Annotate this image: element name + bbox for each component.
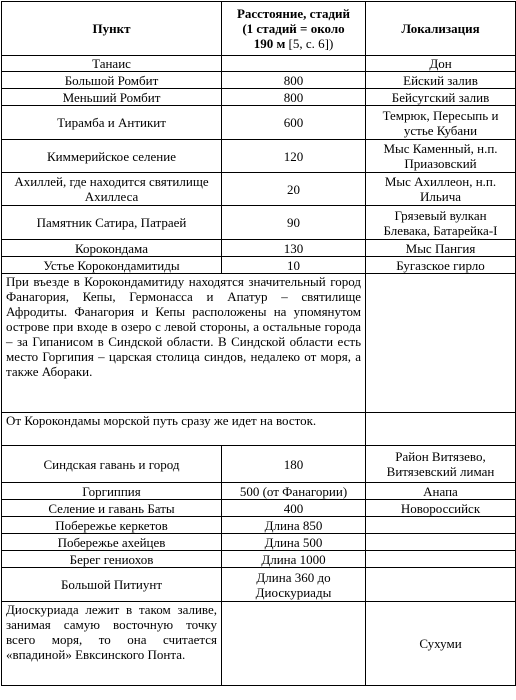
table-row — [2, 534, 516, 551]
cell-localization: Анапа — [366, 483, 516, 500]
cell-localization — [366, 534, 516, 551]
cell-point: Побережье керкетов — [2, 517, 222, 534]
cell-localization — [366, 568, 516, 602]
note-row — [2, 413, 516, 446]
cell-distance: 600 — [222, 106, 366, 140]
table-row — [2, 89, 516, 106]
cell-point: Тирамба и Антикит — [2, 106, 222, 140]
cell-distance: 800 — [222, 72, 366, 89]
cell-localization: Мыс Пангия — [366, 240, 516, 257]
note-east-route: От Корокондамы морской путь сразу же идет на восток. — [2, 413, 366, 446]
note-phanagoria: При въезде в Корокондамитиду находятся значительный город Фанагория, Кепы, Гермонасса и Апатур – святилище Афродиты. Фанагория и Кепы расположены на упомянутом острове при входе в озеро с левой стороны, а остальные города – за Гипанисом в Синдской области. В Синдской области есть место Горгипия – царская столица синдов, недалеко от моря, а также Абораки. — [2, 274, 366, 413]
cell-localization: Ейский залив — [366, 72, 516, 89]
cell-point: Большой Ромбит — [2, 72, 222, 89]
cell-localization: Бугазское гирло — [366, 257, 516, 274]
cell-point: Ахиллей, где находится святилище Ахиллеса — [2, 173, 222, 206]
localization-table — [1, 1, 516, 686]
table-row — [2, 500, 516, 517]
header-distance-unit: 190 м — [253, 36, 286, 51]
header-distance — [222, 2, 366, 56]
cell-point: Синдская гавань и город — [2, 446, 222, 483]
cell-localization — [366, 551, 516, 568]
cell-distance — [222, 602, 366, 686]
header-distance-line3 — [226, 36, 361, 51]
cell-distance: 10 — [222, 257, 366, 274]
table-row — [2, 483, 516, 500]
cell-distance: Длина 850 — [222, 517, 366, 534]
table-row — [2, 517, 516, 534]
note-empty-cell — [366, 274, 516, 413]
table-row — [2, 206, 516, 240]
cell-point: Селение и гавань Баты — [2, 500, 222, 517]
table-row — [2, 240, 516, 257]
cell-localization: Мыс Ахиллеон, н.п. Ильича — [366, 173, 516, 206]
table-row — [2, 257, 516, 274]
table-row — [2, 568, 516, 602]
header-distance-ref: [5, с. 6]) — [285, 36, 334, 51]
cell-distance — [222, 56, 366, 72]
cell-distance: 800 — [222, 89, 366, 106]
cell-distance: 180 — [222, 446, 366, 483]
cell-distance: 120 — [222, 140, 366, 173]
table-row — [2, 106, 516, 140]
cell-distance: Длина 1000 — [222, 551, 366, 568]
cell-localization: Сухуми — [366, 602, 516, 686]
cell-point: Устье Корокондамитиды — [2, 257, 222, 274]
cell-localization: Бейсугский залив — [366, 89, 516, 106]
cell-distance: 400 — [222, 500, 366, 517]
cell-point: Побережье ахейцев — [2, 534, 222, 551]
cell-localization: Район Витязево, Витязевский лиман — [366, 446, 516, 483]
note-row — [2, 274, 516, 413]
table-row — [2, 140, 516, 173]
header-point: Пункт — [2, 2, 222, 56]
cell-localization: Темрюк, Пересыпь и устье Кубани — [366, 106, 516, 140]
header-distance-line2: (1 стадий = около — [242, 21, 345, 36]
table-row — [2, 56, 516, 72]
cell-point: Памятник Сатира, Патраей — [2, 206, 222, 240]
table-row — [2, 173, 516, 206]
cell-point: Диоскуриада лежит в таком заливе, занимая самую восточную точку всего моря, то она считается «впадиной» Евксинского Понта. — [2, 602, 222, 686]
cell-point: Киммерийское селение — [2, 140, 222, 173]
cell-point: Танаис — [2, 56, 222, 72]
cell-point: Берег гениохов — [2, 551, 222, 568]
header-distance-line1: Расстояние, стадий — [236, 6, 351, 21]
table-row — [2, 446, 516, 483]
cell-distance: Длина 500 — [222, 534, 366, 551]
header-localization: Локализация — [366, 2, 516, 56]
cell-point: Большой Питиунт — [2, 568, 222, 602]
cell-distance: 20 — [222, 173, 366, 206]
cell-point: Горгиппия — [2, 483, 222, 500]
note-empty-cell — [366, 413, 516, 446]
cell-distance: Длина 360 до Диоскуриады — [222, 568, 366, 602]
cell-localization: Новороссийск — [366, 500, 516, 517]
cell-localization: Мыс Каменный, н.п. Приазовский — [366, 140, 516, 173]
cell-distance: 500 (от Фанагории) — [222, 483, 366, 500]
cell-point: Меньший Ромбит — [2, 89, 222, 106]
table-row-dioskurias — [2, 602, 516, 686]
cell-distance: 90 — [222, 206, 366, 240]
cell-localization — [366, 517, 516, 534]
cell-localization: Дон — [366, 56, 516, 72]
cell-point: Корокондама — [2, 240, 222, 257]
table-row — [2, 551, 516, 568]
cell-localization: Грязевый вулкан Блевака, Батарейка-I — [366, 206, 516, 240]
cell-distance: 130 — [222, 240, 366, 257]
header-row — [2, 2, 516, 56]
table-row — [2, 72, 516, 89]
